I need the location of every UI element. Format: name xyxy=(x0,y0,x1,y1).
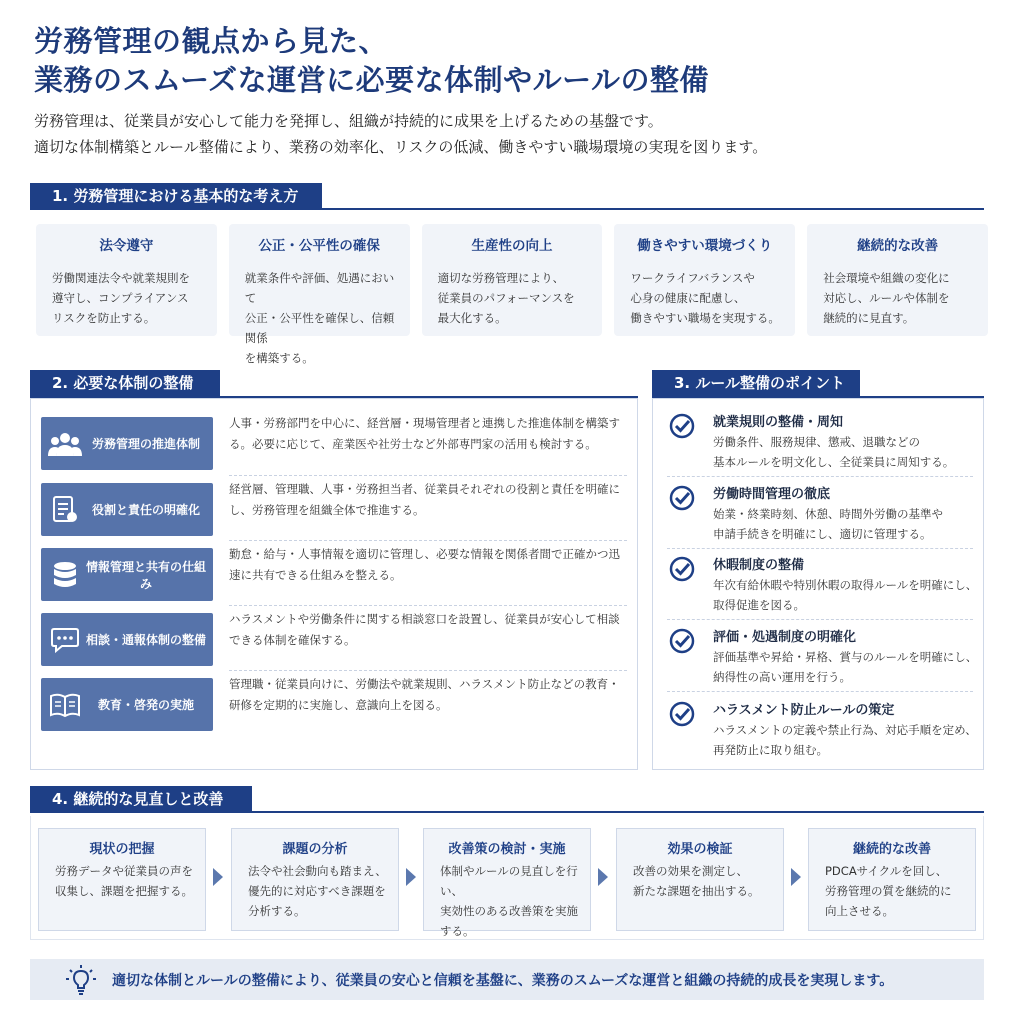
step-text: 体制やルールの見直しを行い、 実効性のある改善策を実施 する。 xyxy=(440,864,578,938)
structure-row xyxy=(41,544,626,602)
check-circle-icon xyxy=(669,628,695,654)
structure-row xyxy=(41,413,626,471)
step-title: 現状の把握 xyxy=(89,842,155,857)
rules-panel xyxy=(652,398,984,770)
principle-card xyxy=(36,224,217,336)
principle-card xyxy=(422,224,603,336)
principle-title: 働きやすい環境づくり xyxy=(637,238,773,254)
section1-underline xyxy=(30,208,984,210)
principle-title: 生産性の向上 xyxy=(471,238,553,254)
page-title-line1: 労務管理の観点から見た、 xyxy=(34,24,389,58)
row-divider xyxy=(229,670,627,671)
check-circle-icon xyxy=(669,485,695,511)
structure-label xyxy=(41,483,213,536)
structure-description: ハラスメントや労働条件に関する相談窓口を設置し、従業員が安心して相談できる体制を確保する。 xyxy=(229,612,620,647)
structure-description: 人事・労務部門を中心に、経営層・現場管理者と連携した推進体制を構築する。必要に応じて、産業医や社労士など外部専門家の活用も検討する。 xyxy=(229,416,620,451)
book-icon xyxy=(45,678,85,731)
check-circle-icon xyxy=(669,556,695,582)
step-text: 法令や社会動向も踏まえ、 優先的に対応すべき課題を 分析する。 xyxy=(248,864,387,918)
step-text: PDCAサイクルを回し、 労務管理の質を継続的に 向上させる。 xyxy=(825,864,952,918)
structure-description: 経営層、管理職、人事・労務担当者、従業員それぞれの役割と責任を明確にし、労務管理を組織全体で推進する。 xyxy=(229,482,620,517)
rule-title: 就業規則の整備・周知 xyxy=(713,415,844,430)
principle-title: 法令遵守 xyxy=(99,238,154,254)
principle-card xyxy=(614,224,795,336)
item-divider xyxy=(667,476,973,477)
structure-panel xyxy=(30,398,638,770)
row-divider xyxy=(229,540,627,541)
rule-text: 年次有給休暇や特別休暇の取得ルールを明確にし、 取得促進を図る。 xyxy=(713,578,978,612)
summary-banner xyxy=(30,959,984,1000)
document-icon xyxy=(45,483,85,536)
structure-row xyxy=(41,479,626,537)
structure-label-text: 労務管理の推進体制 xyxy=(91,437,200,451)
structure-label-text: 教育・啓発の実施 xyxy=(97,698,194,712)
arrow-right-icon xyxy=(598,868,608,886)
rule-text: 評価基準や昇給・昇格、賞与のルールを明確にし、 納得性の高い運用を行う。 xyxy=(713,650,978,684)
item-divider xyxy=(667,548,973,549)
structure-label-text: 役割と責任の明確化 xyxy=(91,503,200,517)
principle-card xyxy=(229,224,410,365)
structure-row xyxy=(41,609,626,667)
people-icon xyxy=(45,417,85,470)
principle-title: 公正・公平性の確保 xyxy=(258,238,380,254)
principle-text: 社会環境や組織の変化に 対応し、ルールや体制を 継続的に見直す。 xyxy=(823,271,950,325)
arrow-right-icon xyxy=(406,868,416,886)
page-title xyxy=(34,22,709,100)
process-step xyxy=(423,828,591,938)
intro-line2: 適切な体制構築とルール整備により、業務の効率化、リスクの低減、働きやすい職場環境の実現を図ります。 xyxy=(34,138,768,156)
principle-title: 継続的な改善 xyxy=(857,238,939,254)
section4-underline xyxy=(30,811,984,813)
rule-text: ハラスメントの定義や禁止行為、対応手順を定め、 再発防止に取り組む。 xyxy=(713,723,977,757)
rule-title: ハラスメント防止ルールの策定 xyxy=(713,703,895,718)
lightbulb-icon xyxy=(58,959,104,1000)
step-text: 改善の効果を測定し、 新たな課題を抽出する。 xyxy=(633,864,760,898)
structure-row xyxy=(41,674,626,732)
structure-description: 勤怠・給与・人事情報を適切に管理し、必要な情報を関係者間で正確かつ迅速に共有できる仕組みを整える。 xyxy=(229,547,620,582)
check-circle-icon xyxy=(669,413,695,439)
rule-text: 労働条件、服務規律、懲戒、退職などの 基本ルールを明文化し、全従業員に周知する。 xyxy=(713,435,955,469)
structure-label-text: 情報管理と共有の仕組み xyxy=(85,559,206,591)
section2-heading: 2. 必要な体制の整備 xyxy=(30,370,220,397)
rule-title: 休暇制度の整備 xyxy=(713,558,805,573)
step-title: 改善策の検討・実施 xyxy=(448,842,566,857)
arrow-right-icon xyxy=(791,868,801,886)
principle-text: ワークライフバランスや 心身の健康に配慮し、 働きやすい職場を実現する。 xyxy=(630,271,780,325)
process-step xyxy=(616,828,784,931)
structure-label xyxy=(41,613,213,666)
rule-text: 始業・終業時刻、休憩、時間外労働の基準や 申請手続きを明確にし、適切に管理する。 xyxy=(713,507,943,541)
principle-text: 労働関連法令や就業規則を 遵守し、コンプライアンス リスクを防止する。 xyxy=(52,271,190,325)
section1-heading: 1. 労務管理における基本的な考え方 xyxy=(30,183,322,210)
row-divider xyxy=(229,475,627,476)
step-title: 継続的な改善 xyxy=(852,842,931,857)
principle-card xyxy=(807,224,988,336)
section4-heading: 4. 継続的な見直しと改善 xyxy=(30,786,252,813)
structure-description: 管理職・従業員向けに、労働法や就業規則、ハラスメント防止などの教育・研修を定期的に実施し、意識向上を図る。 xyxy=(229,677,620,712)
process-step xyxy=(808,828,976,931)
section3-heading: 3. ルール整備のポイント xyxy=(652,370,860,397)
principle-text: 適切な労務管理により、 従業員のパフォーマンスを 最大化する。 xyxy=(437,271,575,325)
arrow-right-icon xyxy=(213,868,223,886)
page-title-line2: 業務のスムーズな運営に必要な体制やルールの整備 xyxy=(34,63,710,97)
row-divider xyxy=(229,605,627,606)
structure-label xyxy=(41,417,213,470)
step-title: 課題の分析 xyxy=(282,842,348,857)
chat-icon xyxy=(45,613,85,666)
principle-text: 就業条件や評価、処遇において 公正・公平性を確保し、信頼関係 を構築する。 xyxy=(244,271,395,365)
step-text: 労務データや従業員の声を 収集し、課題を把握する。 xyxy=(55,864,193,898)
step-title: 効果の検証 xyxy=(667,842,733,857)
process-step xyxy=(38,828,206,931)
item-divider xyxy=(667,691,973,692)
intro-line1: 労務管理は、従業員が安心して能力を発揮し、組織が持続的に成果を上げるための基盤です。 xyxy=(34,112,663,130)
structure-label-text: 相談・通報体制の整備 xyxy=(85,633,206,647)
structure-label xyxy=(41,548,213,601)
rule-title: 労働時間管理の徹底 xyxy=(713,487,831,502)
rule-title: 評価・処遇制度の明確化 xyxy=(713,630,857,645)
structure-label xyxy=(41,678,213,731)
intro-text xyxy=(34,108,767,160)
check-circle-icon xyxy=(669,701,695,727)
process-step xyxy=(231,828,399,931)
item-divider xyxy=(667,619,973,620)
database-icon xyxy=(45,548,85,601)
principles-cards xyxy=(36,224,988,365)
summary-text: 適切な体制とルールの整備により、従業員の安心と信頼を基盤に、業務のスムーズな運営と組織の持続的成長を実現します。 xyxy=(112,972,894,989)
